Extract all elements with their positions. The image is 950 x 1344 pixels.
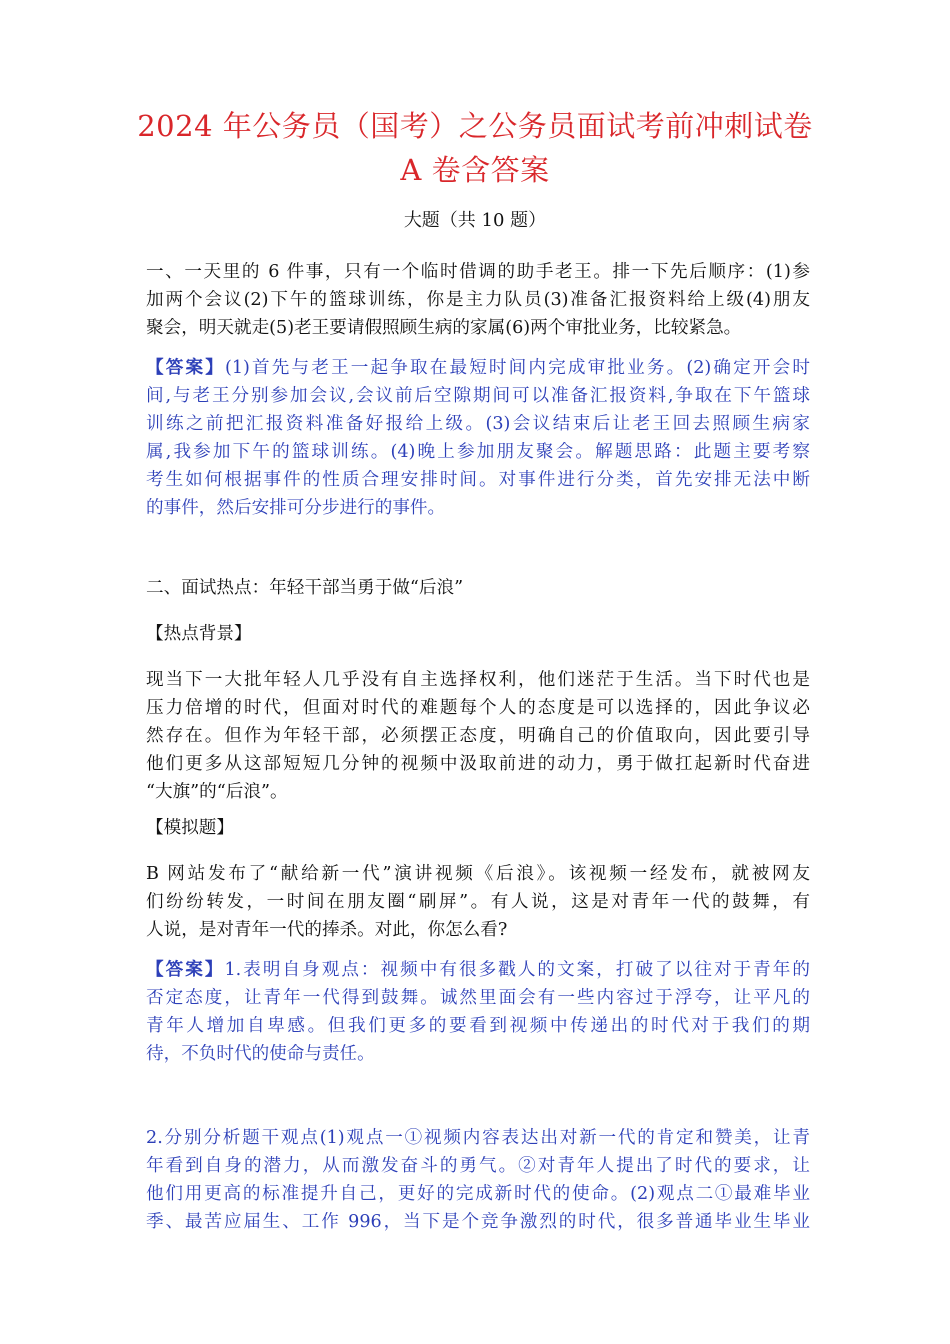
background-label [146, 620, 810, 648]
question-2-heading [146, 574, 810, 602]
answer-2-part-2-line: 年看到自身的潜力，从而激发奋斗的勇气。②对青年人提出了时代的要求，让 [146, 1156, 810, 1176]
answer-2-line: 否定态度，让青年一代得到鼓舞。诚然里面会有一些内容过于浮夸，让平凡的 [146, 988, 810, 1008]
title-line-1: 2024 年公务员（国考）之公务员面试考前冲刺试卷 [137, 109, 813, 143]
answer-2-part-2-line: 他们用更高的标准提升自己，更好的完成新时代的使命。(2)观点二①最难毕业 [146, 1184, 810, 1204]
document-title [100, 104, 850, 192]
title-line-2: A 卷含答案 [400, 153, 550, 187]
answer-2-tag: 【答案】 [146, 959, 225, 980]
background-label-text: 【热点背景】 [146, 624, 252, 644]
answer-1-line: 属,我参加下午的篮球训练。(4)晚上参加朋友聚会。解题思路：此题主要考察 [146, 442, 810, 462]
background-line: 然存在。但作为年轻干部，必须摆正态度，明确自己的价值取向，因此要引导 [146, 726, 810, 746]
answer-2 [146, 956, 810, 1068]
background-line: 压力倍增的时代，但面对时代的难题每个人的态度是可以选择的，因此争议必 [146, 698, 810, 718]
answer-2-line: 待，不负时代的使命与责任。 [146, 1044, 375, 1064]
mock-line: B 网站发布了“献给新一代”演讲视频《后浪》。该视频一经发布，就被网友 [146, 864, 810, 884]
answer-1-line: 间,与老王分别参加会议,会议前后空隙期间可以准备汇报资料,争取在下午篮球 [146, 386, 810, 406]
answer-2-part-2-line: 2.分别分析题干观点(1)观点一①视频内容表达出对新一代的肯定和赞美，让青 [146, 1128, 810, 1148]
answer-1-line: (1)首先与老王一起争取在最短时间内完成审批业务。(2)确定开会时 [224, 358, 810, 378]
background-line: “大旗”的“后浪”。 [146, 782, 288, 802]
question-1-line: 加两个会议(2)下午的篮球训练，你是主力队员(3)准备汇报资料给上级(4)朋友 [146, 290, 810, 310]
background-text [146, 666, 810, 806]
answer-2-line: 青年人增加自卑感。但我们更多的要看到视频中传递出的时代对于我们的期 [146, 1016, 810, 1036]
section-heading: 大题（共 10 题） [403, 210, 547, 231]
mock-label-text: 【模拟题】 [146, 818, 234, 838]
mock-line: 人说，是对青年一代的捧杀。对此，你怎么看? [146, 920, 508, 940]
answer-2-part-2-line: 季、最苦应届生、工作 996，当下是个竞争激烈的时代，很多普通毕业生毕业 [146, 1212, 810, 1232]
answer-1-line: 考生如何根据事件的性质合理安排时间。对事件进行分类，首先安排无法中断 [146, 470, 810, 490]
background-line: 现当下一大批年轻人几乎没有自主选择权利，他们迷茫于生活。当下时代也是 [146, 670, 810, 690]
mock-question [146, 860, 810, 944]
answer-1 [146, 354, 810, 522]
answer-2-line: 1.表明自身观点：视频中有很多戳人的文案，打破了以往对于青年的 [224, 960, 810, 980]
mock-label [146, 814, 810, 842]
question-1-line: 聚会，明天就走(5)老王要请假照顾生病的家属(6)两个审批业务，比较紧急。 [146, 318, 742, 338]
answer-1-line: 的事件，然后安排可分步进行的事件。 [146, 498, 446, 518]
answer-1-line: 训练之前把汇报资料准备好报给上级。(3)会议结束后让老王回去照顾生病家 [146, 414, 810, 434]
answer-1-tag: 【答案】 [146, 357, 225, 378]
question-2-heading-text: 二、面试热点：年轻干部当勇于做“后浪” [146, 578, 464, 598]
mock-line: 们纷纷转发，一时间在朋友圈“刷屏”。有人说，这是对青年一代的鼓舞，有 [146, 892, 810, 912]
question-1-line: 一、一天里的 6 件事，只有一个临时借调的助手老王。排一下先后顺序：(1)参 [146, 262, 810, 282]
answer-2-part-2 [146, 1124, 810, 1236]
question-1 [146, 258, 810, 342]
background-line: 他们更多从这部短短几分钟的视频中汲取前进的动力，勇于做扛起新时代奋进 [146, 754, 810, 774]
